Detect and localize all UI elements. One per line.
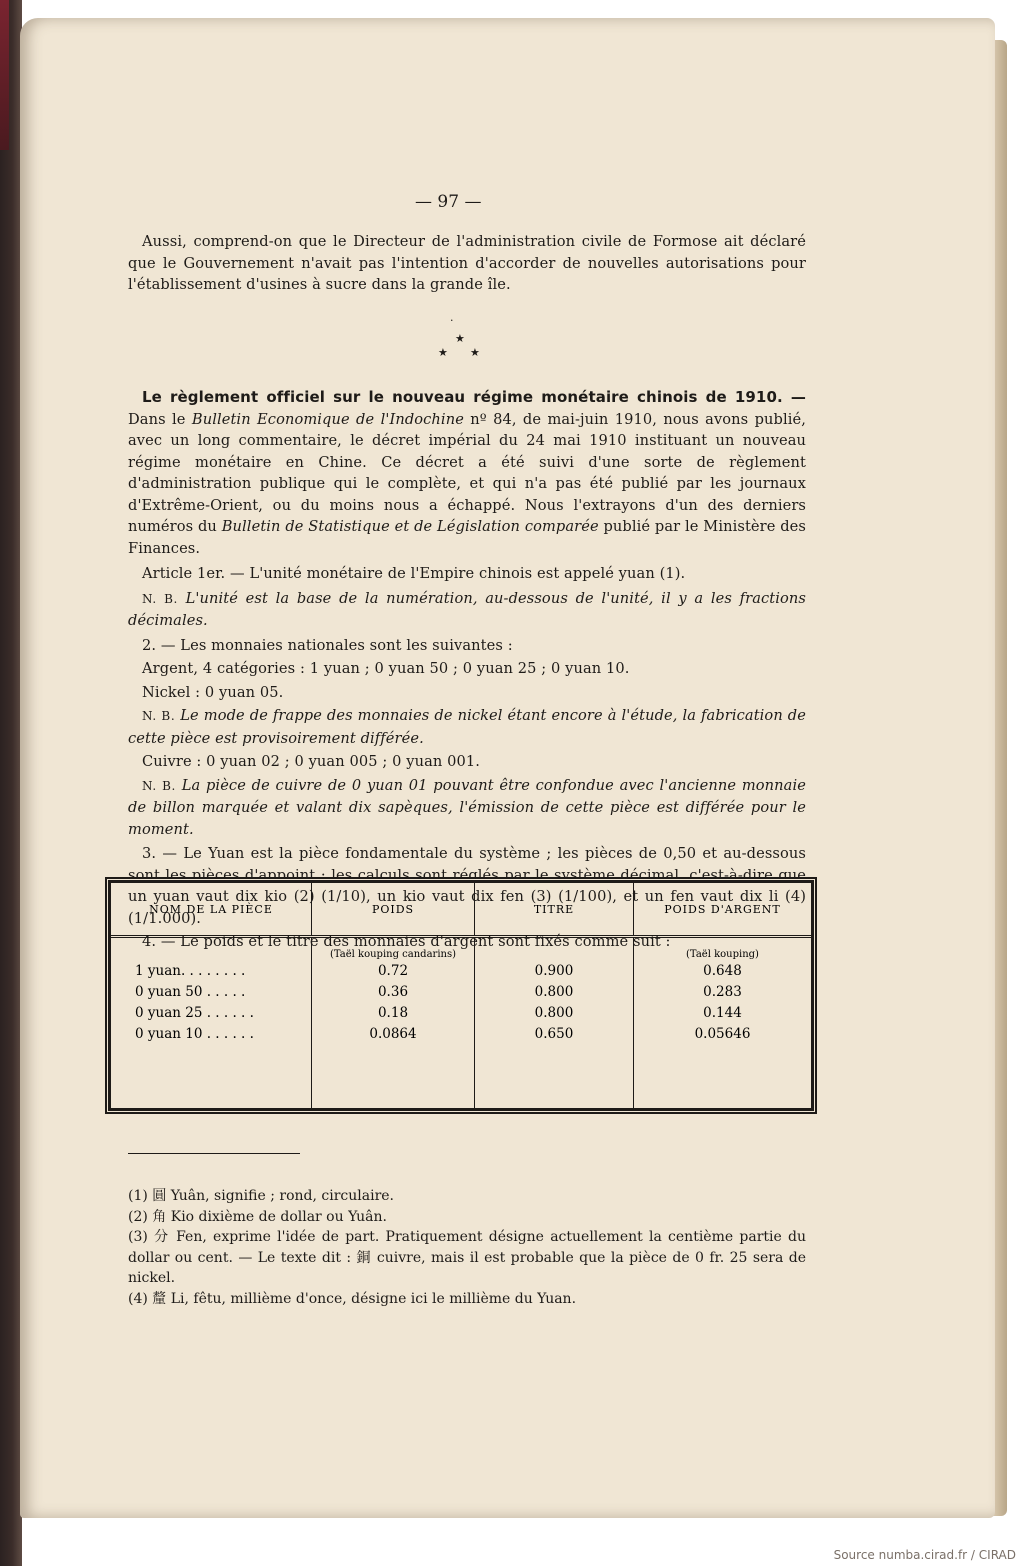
coin-poids: 0.0864 <box>312 1023 475 1044</box>
header-poids: POIDS <box>312 883 475 937</box>
coin-name: 1 yuan. . . . . . . . <box>111 960 312 981</box>
nb-text: La pièce de cuivre de 0 yuan 01 pouvant être confondue avec l'ancienne monnaie de billon marquée et valant dix sapèques, l'émission de cette pièce est différée pour le moment. <box>128 776 806 838</box>
coin-poids-argent: 0.648 <box>703 962 742 979</box>
cuivre-line: Cuivre : 0 yuan 02 ; 0 yuan 005 ; 0 yuan 001. <box>142 753 481 770</box>
units-cell <box>475 937 634 961</box>
filler-cell <box>634 1044 812 1108</box>
nb-1 <box>128 588 806 632</box>
coin-table <box>111 883 811 1108</box>
bulletin-title: Bulletin Economique de l'Indochine <box>191 410 464 428</box>
table-header-row <box>111 883 811 937</box>
coin-name: 0 yuan 25 . . . . . . <box>111 1002 312 1023</box>
asterism-divider: · ★ ★ ★ <box>438 314 480 359</box>
table-units-row <box>111 937 811 961</box>
footnote-rule <box>128 1153 300 1154</box>
coin-poids: 0.18 <box>312 1002 475 1023</box>
nb-3 <box>128 775 806 841</box>
coin-table-frame <box>108 880 814 1111</box>
header-poids-argent: POIDS D'ARGENT <box>634 883 812 937</box>
coin-titre: 0.650 <box>475 1023 634 1044</box>
article-3: 3. — Le Yuan est la pièce fondamentale du système ; les pièces de 0,50 et au-dessous sont les pièces d'appoint ; les calculs sont réglés par le système décimal, c'est-à-dire que un yuan vaut dix kio (2) (1/10), un kio vaut dix fen (3) (1/100), et un fen vaut dix li (4) (1/1.000). <box>128 845 806 927</box>
article-4: 4. — Le poids et le titre des monnaies d'argent sont fixés comme suit : <box>142 933 671 950</box>
nb-label: N. B. <box>142 709 176 723</box>
coin-poids: 0.36 <box>312 981 475 1002</box>
article-1: Article 1er. — L'unité monétaire de l'Empire chinois est appelé yuan (1). <box>142 565 686 582</box>
bulletin-statistique-title: Bulletin de Statistique et de Législation comparée <box>221 518 599 535</box>
units-cell: (Taël kouping candarins) <box>312 937 475 961</box>
coin-titre: 0.800 <box>475 981 634 1002</box>
units-cell: (Taël kouping) <box>686 949 759 960</box>
coin-poids: 0.72 <box>312 960 475 981</box>
header-nom: NOM DE LA PIÈCE <box>111 883 312 937</box>
nb-text: Le mode de frappe des monnaies de nickel étant encore à l'étude, la fabrication de cette pièce est provisoirement différée. <box>128 707 806 747</box>
table-row <box>111 1023 811 1044</box>
coin-titre: 0.900 <box>475 960 634 981</box>
table-row <box>111 960 811 981</box>
footnotes <box>128 1186 806 1309</box>
page-number: — 97 — <box>415 192 482 212</box>
footnote-3: (3) 分 Fen, exprime l'idée de part. Pratiquement désigne actuellement la centième partie du dollar ou cent. — Le texte dit : 銅 cuivre, mais il est probable que la pièce de 0 fr. 25 sera de nickel. <box>128 1229 806 1286</box>
filler-cell <box>312 1044 475 1108</box>
nb-text: L'unité est la base de la numération, au-dessous de l'unité, il y a les fractions décimales. <box>128 589 806 629</box>
nb-2 <box>128 705 806 749</box>
regulation-section <box>128 387 806 953</box>
text-span: nº 84, de mai-juin 1910, nous avons publié, avec un long commentaire, le décret impérial du 24 mai 1910 instituant un nouveau régime monétaire en Chine. Ce décret a été suivi d'une sorte de règlement d'administration publique qui le complète, et qui n'a pas été publié par les journaux d'Extrême-Orient, ou du moins nous a échappé. Nous l'extrayons d'un des derniers numéros du <box>128 410 806 535</box>
book-binding <box>0 0 22 1566</box>
coin-poids-argent: 0.144 <box>703 1004 742 1021</box>
coin-poids-argent: 0.05646 <box>694 1025 751 1042</box>
footnote-1: (1) 圓 Yuân, signifie ; rond, circulaire. <box>128 1188 394 1204</box>
section-paragraph-1 <box>128 387 806 559</box>
book-binding-ribbon <box>0 0 9 150</box>
nb-label: N. B. <box>142 591 178 606</box>
book-page <box>20 18 995 1518</box>
article-2: 2. — Les monnaies nationales sont les suivantes : <box>142 636 513 654</box>
nickel-line: Nickel : 0 yuan 05. <box>142 683 284 701</box>
header-titre: TITRE <box>475 883 634 937</box>
coin-name: 0 yuan 50 . . . . . <box>111 981 312 1002</box>
table-filler-row <box>111 1044 811 1108</box>
table-row <box>111 1002 811 1023</box>
footnote-2: (2) 角 Kio dixième de dollar ou Yuân. <box>128 1208 387 1225</box>
footnote-4: (4) 釐 Li, fêtu, millième d'once, désigne ici le millième du Yuan. <box>128 1290 577 1307</box>
filler-cell <box>475 1044 634 1108</box>
text-span: Dans le <box>128 410 192 428</box>
coin-name: 0 yuan 10 . . . . . . <box>111 1023 312 1044</box>
argent-line: Argent, 4 catégories : 1 yuan ; 0 yuan 50 ; 0 yuan 25 ; 0 yuan 10. <box>142 660 630 677</box>
text-span: publié par le Ministère des Finances. <box>128 518 806 557</box>
table-row <box>111 981 811 1002</box>
section-title: Le règlement officiel sur le nouveau régime monétaire chinois de 1910. — <box>142 388 806 406</box>
coin-titre: 0.800 <box>475 1002 634 1023</box>
filler-cell <box>111 1044 312 1108</box>
source-credit: Source numba.cirad.fr / CIRAD <box>833 1548 1016 1562</box>
coin-poids-argent: 0.283 <box>703 983 742 1000</box>
intro-paragraph: Aussi, comprend-on que le Directeur de l'administration civile de Formose ait déclaré que le Gouvernement n'avait pas l'intention d'accorder de nouvelles autorisations pour l'établissement d'usines à sucre dans la grande île. <box>128 233 806 293</box>
units-cell <box>111 937 312 961</box>
nb-label: N. B. <box>142 778 176 793</box>
